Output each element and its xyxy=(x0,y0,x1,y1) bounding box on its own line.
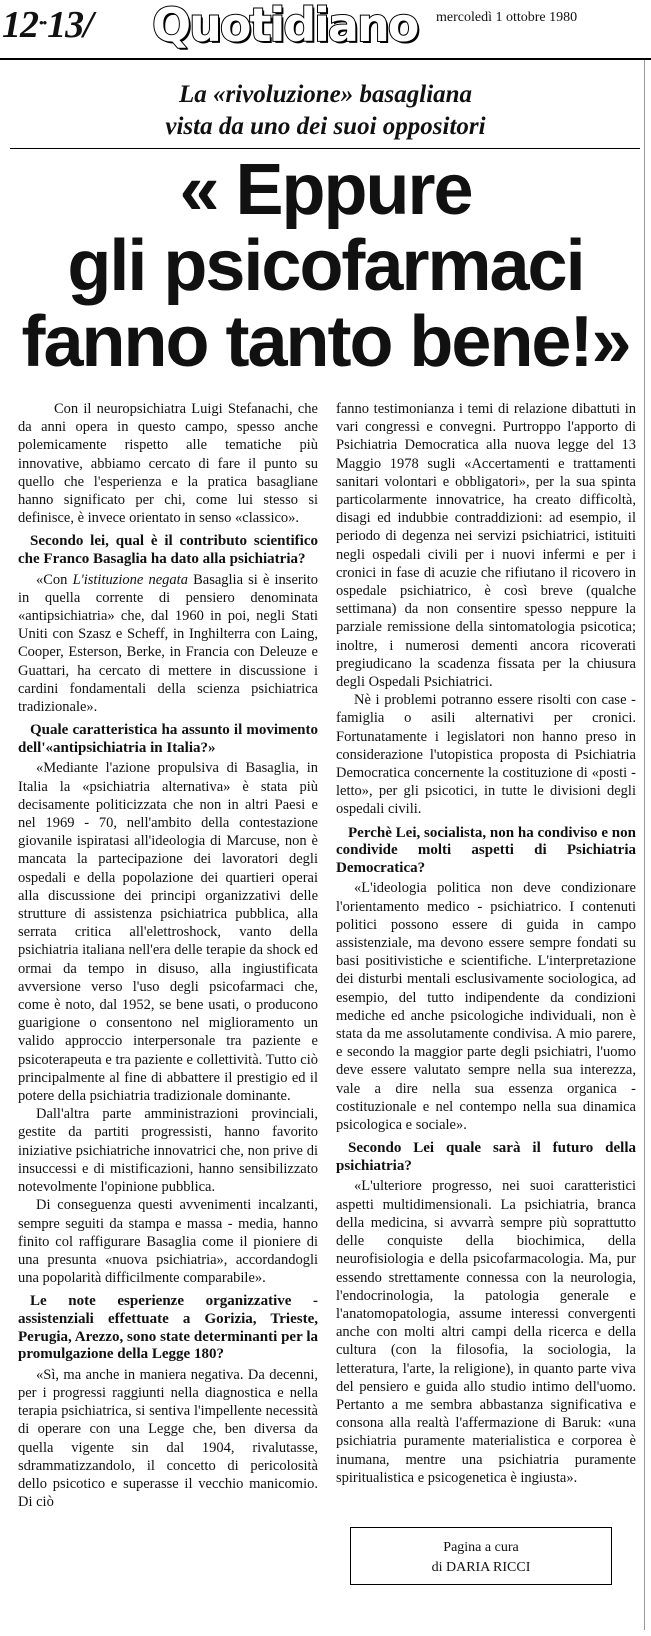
question-3: Le note esperienze organizzative - assistenziali effettuate a Gorizia, Trieste, Perugia, Arezzo, sono state determinanti per la promulgazione della Legge 180? xyxy=(18,1293,318,1363)
question-1: Secondo lei, qual è il contributo scientifico che Franco Basaglia ha dato alla psichiatria? xyxy=(18,533,318,568)
article-body xyxy=(18,400,636,1630)
question-2: Quale caratteristica ha assunto il movimento dell'«antipsichiatria in Italia?» xyxy=(18,722,318,756)
headline-line-2: gli psicofarmaci xyxy=(67,226,584,306)
article-intro: Con il neuropsichiatra Luigi Stefanachi, che da anni opera in questo campo, spesso anche polemicamente rispetto alle tematiche più innovative, abbiamo cercato di fare il punto su quello che l'esperienza e la pratica basagliane hanno significato per chi, come lui stesso si definisce, è invece orientato in senso «classico». xyxy=(18,401,318,527)
page-edge-rule xyxy=(644,60,645,1630)
kicker-rule xyxy=(10,148,640,149)
page-credit-box xyxy=(350,1527,612,1585)
kicker-line-2: vista da uno dei suoi oppositori xyxy=(165,113,486,140)
book-title: L'istituzione negata xyxy=(72,571,188,588)
answer-3-continued: fanno testimonianza i temi di relazione dibattuti in vari congressi e convegni. Purtroppo l'apporto di Psichiatria Democratica alla nuova legge del 13 Maggio 1978 sugli «Accertamenti e trattamenti sanitari volontari e obbligatori», per la sua spinta particolarmente innovatrice, ha creato difficoltà, disagi ed indubbie contraddizioni: ad esempio, il periodo di degenza nei servizi psichiatrici, istituiti negli ospedali civili per i nuovi infermi e per i cronici in fase di acuzie che rifiutano il ricovero in ospedale psichiatrico, è così breve (qualche settimana) da non consentire spesso neppure la parziale remissione della sintomatologia psicotica; inoltre, i numerosi dementi ancora ricoverati pregiudicano la scadenza fissata per la chiusura degli Ospedali Psichiatrici. xyxy=(336,401,636,691)
page-number-left: 12 xyxy=(2,4,38,46)
question-5: Secondo Lei quale sarà il futuro della psichiatria? xyxy=(336,1140,636,1174)
headline xyxy=(0,152,651,380)
answer-2-paragraph-3: Di conseguenza questi avvenimenti incalzanti, sempre seguiti da stampa e massa - media, hanno finito col raffigurare Basaglia come il pioniere di una presunta «nuova psichiatria», accordandogli una popolarità difficilmente comparabile». xyxy=(18,1197,318,1287)
credit-line-2: di DARIA RICCI xyxy=(431,1559,531,1575)
credit-line-1: Pagina a cura xyxy=(443,1539,519,1555)
answer-1-end: Basaglia si è inserito in quella corrente di pensiero denominata «antipsichiatria» che, dal 1960 in poi, negli Stati Uniti con Szasz e Scheff, in Inghilterra con Laing, Cooper, Esterson, Berke, in Francia con Deleuze e Guattari, ha cercato di mettere in discussione i cardini fondamentali della scienza psichiatrica tradizionale». xyxy=(18,571,318,716)
page-number-separator: •• xyxy=(39,15,47,30)
masthead xyxy=(0,0,651,56)
masthead-rule xyxy=(0,58,651,60)
right-column xyxy=(336,400,636,1630)
answer-1 xyxy=(18,571,318,717)
kicker-line-1: La «rivoluzione» basagliana xyxy=(178,81,473,108)
page-number-right: 13/ xyxy=(47,4,93,46)
newspaper-logo: Quotidiano xyxy=(152,0,418,52)
left-column xyxy=(18,400,318,1630)
issue-date: mercoledì 1 ottobre 1980 xyxy=(436,10,578,25)
answer-2: «Mediante l'azione propulsiva di Basaglia, in Italia la «psichiatria alternativa» è stata più decisamente politicizzata che non in altri Paesi e nel 1969 - 70, nell'ambito della contestazione giovanile ispiratasi all'ideologia di Marcuse, non è mancata la partecipazione dei lavoratori degli ospedali e della popolazione dei quartieri operai alla discussione dei principi organizzativi delle strutture di assistenza psichiatrica pubblica, alla serrata critica all'elettroshock, vanto della psichiatria italiana nell'era delle terapie da shock ed ormai da tempo in disuso, alla ingiustificata avversione verso l'uso degli psicofarmaci che, come è noto, dal 1952, se bene usati, o producono guarigione o consentono nel miglioramento un valido approccio interpersonale tra paziente e psicoterapeuta e tra paziente e collettività. Tutto ciò principalmente al fine di abbattere il prestigio ed il potere della psichiatria tradizionale dominante. xyxy=(18,760,318,1105)
headline-line-3: fanno tanto bene!» xyxy=(21,302,630,382)
answer-5: «L'ulteriore progresso, nei suoi caratteristici aspetti multidimensionali. La psichiatria, branca della medicina, si avvarrà sempre più soprattutto delle conquiste della biochimica, della neurofisiologia e della psicofarmacologia. Ma, pur essendo strettamente connessa con la neurologia, l'endocrinologia, la patologia generale e l'anatomopatologia, assume interessi convergenti anche con molti altri campi della ricerca e della cultura (con la filosofia, la sociologia, la letteratura, l'arte, la religione), in quanto parte viva del pensiero e guida allo studio intimo dell'uomo. Pertanto a me sembra abbastanza significativa e consona alla realtà l'affermazione di Baruk: «una psichiatria puramente materialistica e corporea è inumana, mentre una psichiatria puramente spiritualistica e psicogenetica è ingiusta». xyxy=(336,1178,636,1486)
question-4: Perchè Lei, socialista, non ha condiviso e non condivide molti aspetti di Psichiatria Democratica? xyxy=(336,824,636,876)
headline-line-1: « Eppure xyxy=(179,150,472,230)
answer-3: «Sì, ma anche in maniera negativa. Da decenni, per i progressi raggiunti nella diagnostica e nella terapia psichiatrica, si sentiva l'impellente necessità di operare con una Legge che, ben diversa da quella vigente sin dal 1904, rivalutasse, sdrammatizzandolo, il concetto di pericolosità dello psicotico e superasse il vecchio manicomio. Di ciò xyxy=(18,1366,318,1511)
answer-3-paragraph-2: Nè i problemi potranno essere risolti con case - famiglia o asili alternativi per cronici. Fortunatamente i legislatori non hanno preso in considerazione l'utopistica proposta di Psichiatria Democratica concernente la costituzione di «posti - letto», per gli psicotici, in tutte le divisioni degli ospedali civili. xyxy=(336,692,636,818)
answer-4: «L'ideologia politica non deve condizionare l'orientamento medico - psichiatrico. I contenuti politici possono essere di guida in campo assistenziale, ma devono essere sempre fondati su basi positivistiche e scientifiche. L'interpretazione dei disturbi mentali esclusivamente sociologica, ad esempio, del tutto indipendente da condizioni mediche ed anche psicologiche individuali, non è stata da me assolutamente condivisa. A mio parere, e secondo la maggior parte degli psichiatri, l'uomo deve essere valutato sempre nella sua interezza, vale a dire nella sua essenza organica - costituzionale e nel contempo nella sua dinamica psicologica e sociale». xyxy=(336,880,636,1134)
page-number xyxy=(2,2,93,46)
answer-1-start: «Con xyxy=(36,571,73,588)
answer-2-paragraph-2: Dall'altra parte amministrazioni provinciali, gestite da partiti progressisti, hanno favorito iniziative psichiatriche innovatrici che, non prive di insuccessi e di mistificazioni, hanno sensibilizzato notevolmente l'opinione pubblica. xyxy=(18,1106,318,1196)
